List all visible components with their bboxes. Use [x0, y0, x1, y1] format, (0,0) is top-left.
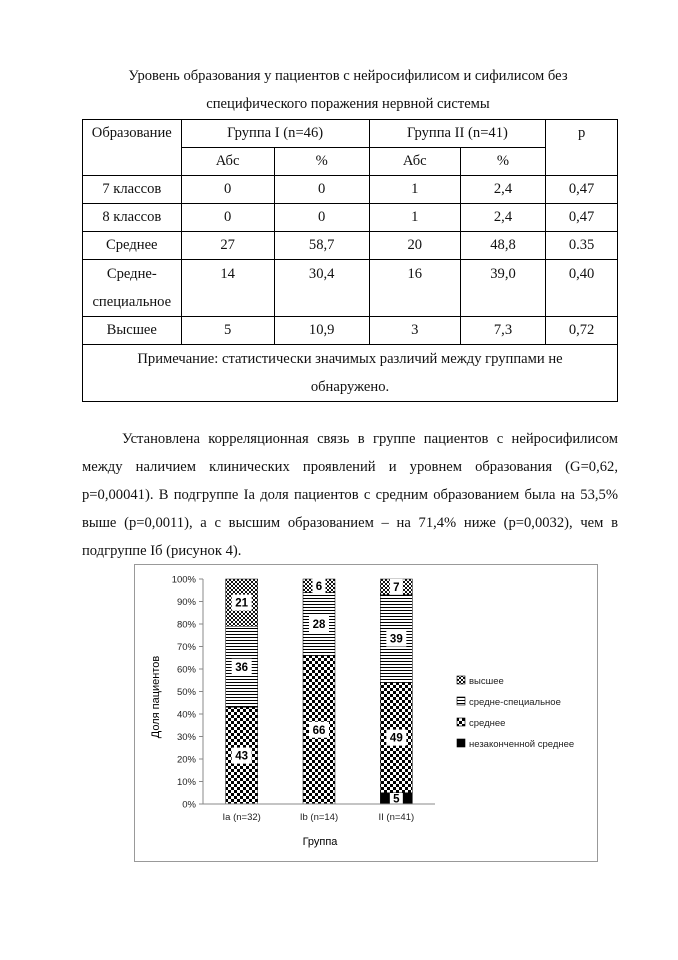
- cell-p: 0,47: [546, 176, 618, 204]
- header-pct-1: %: [274, 148, 369, 176]
- legend-swatch: [457, 739, 465, 747]
- row-label: 8 классов: [83, 204, 182, 232]
- y-tick-label: 60%: [176, 664, 196, 676]
- legend-swatch: [457, 697, 465, 705]
- cell-pct-1: 0: [274, 176, 369, 204]
- data-label: 21: [235, 597, 249, 610]
- cell-pct-2: 2,4: [460, 176, 545, 204]
- y-tick-label: 70%: [176, 642, 196, 653]
- data-label: 6: [315, 580, 323, 593]
- note-line-2: обнаружено.: [310, 379, 390, 395]
- header-group-1: Группа I (n=46): [181, 120, 369, 148]
- x-tick-label: II (n=41): [378, 812, 415, 823]
- body-paragraph: [82, 425, 618, 565]
- row-label-line-2: специальное: [92, 294, 172, 310]
- table-header-row: [83, 120, 618, 148]
- data-label: 7: [393, 581, 400, 594]
- cell-abs-2: 1: [369, 176, 460, 204]
- cell-abs-1: 14: [181, 260, 274, 317]
- row-label-line-1: Средне-: [106, 266, 157, 282]
- cell-pct-2: 7,3: [460, 317, 545, 345]
- data-label: 36: [235, 661, 249, 674]
- paragraph-text: Установлена корреляционная связь в группе пациентов с нейросифилисом между наличием клинических проявлений и уровнем образования (G=0,62, p=0,00041). В подгруппе Ia доля пациентов с средним образованием была на 53,5% выше (p=0,0011), а с высшим образованием – на 71,4% ниже (p=0,0032), чем в подгруппе Iб (рисунок 4).: [82, 431, 618, 559]
- table-note: [83, 345, 618, 402]
- y-tick-label: 30%: [176, 732, 196, 743]
- y-tick-label: 40%: [176, 709, 196, 721]
- legend-swatch: [457, 676, 465, 684]
- cell-p: 0,72: [546, 317, 618, 345]
- data-label: 28: [312, 619, 326, 631]
- y-tick-label: 20%: [176, 754, 196, 766]
- caption-line-1: Уровень образования у пациентов с нейросифилисом и сифилисом без: [128, 68, 568, 84]
- header-group-2: Группа II (n=41): [369, 120, 545, 148]
- caption-line-2: специфического поражения нервной системы: [206, 96, 490, 112]
- table-caption: [82, 62, 614, 118]
- cell-abs-1: 5: [181, 317, 274, 345]
- x-tick-label: Ib (n=14): [299, 812, 339, 823]
- legend-swatch: [457, 718, 465, 726]
- cell-abs-1: 0: [181, 176, 274, 204]
- cell-p: 0,47: [546, 204, 618, 232]
- stacked-bar-chart: [135, 565, 597, 861]
- x-tick-label: Ia (n=32): [222, 812, 261, 823]
- x-axis-label: Группа: [302, 836, 338, 848]
- table-row: [83, 260, 618, 317]
- header-education: Образование: [83, 120, 182, 176]
- cell-abs-1: 0: [181, 204, 274, 232]
- cell-pct-2: 48,8: [460, 232, 545, 260]
- header-abs-1: Абс: [181, 148, 274, 176]
- cell-pct-1: 0: [274, 204, 369, 232]
- header-abs-2: Абс: [369, 148, 460, 176]
- cell-abs-1: 27: [181, 232, 274, 260]
- table-note-row: [83, 345, 618, 402]
- data-label: 39: [389, 633, 403, 646]
- data-label: 43: [235, 750, 249, 763]
- y-tick-label: 50%: [176, 687, 196, 698]
- legend-entry: высшее: [469, 676, 504, 687]
- legend-entry: среднее: [469, 718, 506, 729]
- table-row: [83, 232, 618, 260]
- cell-abs-2: 20: [369, 232, 460, 260]
- cell-pct-2: 2,4: [460, 204, 545, 232]
- header-p: p: [546, 120, 618, 176]
- cell-abs-2: 1: [369, 204, 460, 232]
- row-label: 7 классов: [83, 176, 182, 204]
- y-tick-label: 0%: [182, 799, 196, 811]
- row-label: [83, 260, 182, 317]
- legend-entry: средне-специальное: [469, 697, 561, 708]
- cell-pct-1: 10,9: [274, 317, 369, 345]
- y-tick-label: 90%: [176, 597, 196, 608]
- cell-pct-2: 39,0: [460, 260, 545, 317]
- data-label: 49: [389, 732, 403, 745]
- data-label: 5: [393, 793, 400, 806]
- y-axis-label: Доля пациентов: [150, 655, 162, 739]
- table-row: [83, 317, 618, 345]
- y-tick-label: 10%: [176, 777, 196, 788]
- table-row: [83, 204, 618, 232]
- header-pct-2: %: [460, 148, 545, 176]
- cell-abs-2: 3: [369, 317, 460, 345]
- cell-pct-1: 30,4: [274, 260, 369, 317]
- row-label: Среднее: [83, 232, 182, 260]
- cell-abs-2: 16: [369, 260, 460, 317]
- cell-p: 0.35: [546, 232, 618, 260]
- row-label: Высшее: [83, 317, 182, 345]
- y-tick-label: 80%: [176, 619, 196, 631]
- y-tick-label: 100%: [171, 574, 196, 586]
- table-row: [83, 176, 618, 204]
- education-table: [82, 119, 618, 402]
- cell-pct-1: 58,7: [274, 232, 369, 260]
- data-label: 66: [312, 724, 326, 737]
- chart-frame: [134, 564, 598, 862]
- note-line-1: Примечание: статистически значимых различий между группами не: [137, 351, 563, 367]
- legend-entry: незаконченной среднее: [469, 739, 575, 750]
- cell-p: 0,40: [546, 260, 618, 317]
